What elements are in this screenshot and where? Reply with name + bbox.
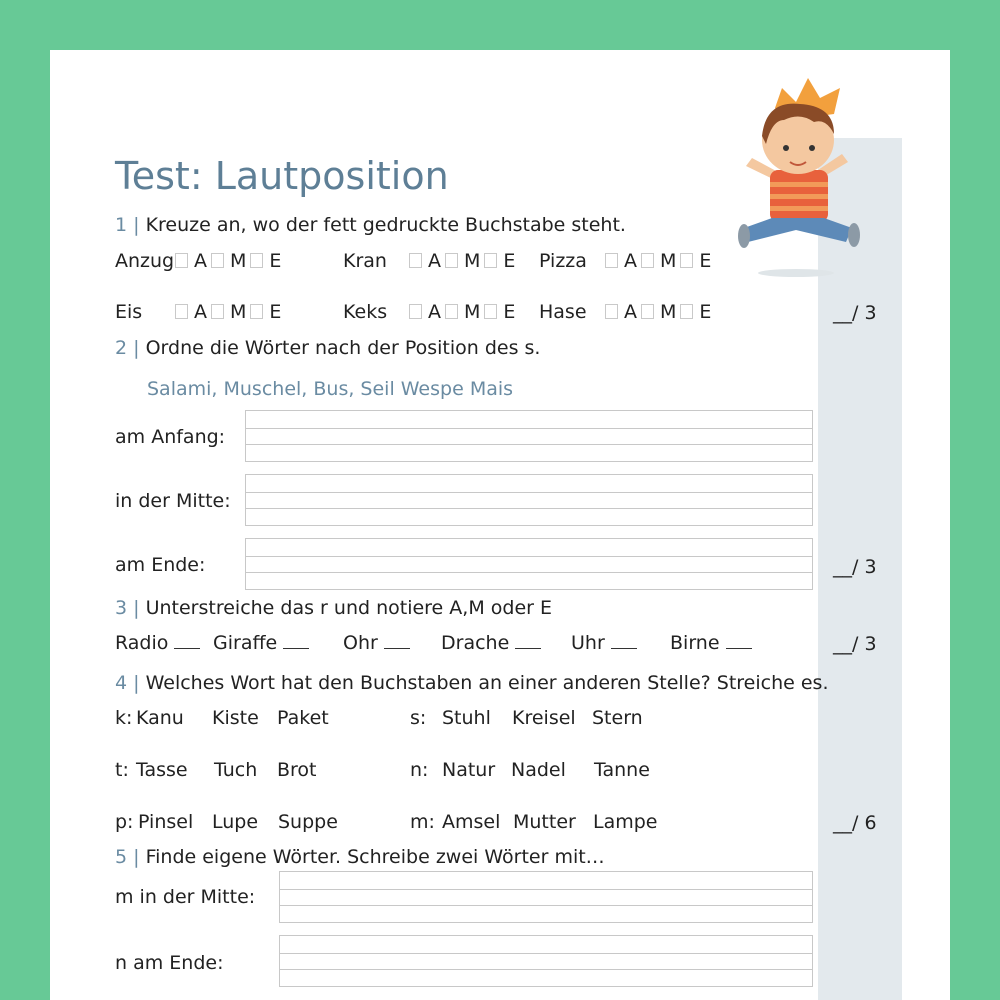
task1-row-1c [539,250,711,272]
task3-word-drache [441,632,547,654]
task3-word-giraffe [213,632,315,654]
checkbox[interactable] [445,304,458,319]
task2-label-mitte: in der Mitte: [115,490,231,512]
option-label: A [428,250,441,272]
task4-score: __/ 6 [833,812,877,834]
task4-word[interactable]: Kiste [212,707,259,729]
task4-word[interactable]: Stern [592,707,643,729]
writing-lines-anfang[interactable] [245,410,813,462]
answer-blank[interactable] [174,648,200,649]
task4-word[interactable]: Nadel [511,759,566,781]
option-label: M [660,250,677,272]
checkbox[interactable] [175,253,188,268]
task1-word: Keks [343,301,388,323]
option-label: M [230,250,247,272]
task4-word[interactable]: Kanu [136,707,184,729]
task2-word-bank: Salami, Muschel, Bus, Seil Wespe Mais [147,378,514,400]
checkbox[interactable] [250,304,263,319]
answer-blank[interactable] [726,648,752,649]
task1-row-1b [343,250,515,272]
writing-lines-mitte[interactable] [245,474,813,526]
task2-label-ende: am Ende: [115,554,206,576]
answer-blank[interactable] [611,648,637,649]
task5-instruction: Finde eigene Wörter. Schreibe zwei Wörter mit… [145,846,605,868]
task1-word: Anzug [115,250,175,272]
task2-heading: 2 | Ordne die Wörter nach der Position des s. [115,337,541,359]
task4-letter-k: k: [115,707,133,729]
task4-word[interactable]: Kreisel [512,707,576,729]
checkbox[interactable] [250,253,263,268]
checkbox[interactable] [211,253,224,268]
task4-letter-n: n: [410,759,429,781]
writing-lines-m-mitte[interactable] [279,871,813,923]
option-label: A [194,301,207,323]
task4-letter-p: p: [115,811,134,833]
answer-blank[interactable] [283,648,309,649]
option-label: A [624,250,637,272]
task2-label-anfang: am Anfang: [115,426,226,448]
checkbox[interactable] [641,253,654,268]
task1-heading: 1 | Kreuze an, wo der fett gedruckte Buchstabe steht. [115,214,626,236]
task4-word[interactable]: Stuhl [442,707,491,729]
checkbox[interactable] [680,253,693,268]
task4-heading: 4 | Welches Wort hat den Buchstaben an einer anderen Stelle? Streiche es. [115,672,829,694]
writing-lines-ende[interactable] [245,538,813,590]
task3-word: Ohr [343,632,378,654]
checkbox[interactable] [605,253,618,268]
task3-word-uhr [571,632,643,654]
checkbox[interactable] [484,253,497,268]
checkbox[interactable] [680,304,693,319]
task3-word-ohr [343,632,416,654]
page-title: Test: Lautposition [115,154,449,198]
task5-heading: 5 | Finde eigene Wörter. Schreibe zwei Wörter mit… [115,846,605,868]
task2-instruction: Ordne die Wörter nach der Position des s. [145,337,541,359]
task4-number: 4 [115,672,128,694]
task4-word[interactable]: Lupe [212,811,259,833]
task4-letter-t: t: [115,759,129,781]
option-label: M [464,250,481,272]
task4-word[interactable]: Tuch [214,759,258,781]
answer-blank[interactable] [515,648,541,649]
task4-word[interactable]: Brot [277,759,317,781]
task2-score: __/ 3 [833,556,877,578]
task3-score: __/ 3 [833,633,877,655]
task4-word[interactable]: Suppe [278,811,338,833]
task1-word: Pizza [539,250,587,272]
task1-row-2c [539,301,711,323]
task3-instruction: Unterstreiche das r und notiere A,M oder E [145,597,552,619]
checkbox[interactable] [211,304,224,319]
checkbox[interactable] [641,304,654,319]
task1-row-2 [115,301,281,323]
task1-word: Hase [539,301,587,323]
task3-word-radio [115,632,206,654]
checkbox[interactable] [409,304,422,319]
task3-word-birne [670,632,758,654]
option-label: M [464,301,481,323]
task3-word: Uhr [571,632,605,654]
checkbox[interactable] [175,304,188,319]
task4-word[interactable]: Mutter [513,811,576,833]
task1-word: Eis [115,301,143,323]
option-label: M [660,301,677,323]
task5-label-ende: n am Ende: [115,952,224,974]
task3-heading: 3 | Unterstreiche das r und notiere A,M oder E [115,597,552,619]
task4-letter-m: m: [410,811,435,833]
task4-instruction: Welches Wort hat den Buchstaben an einer anderen Stelle? Streiche es. [145,672,829,694]
option-label: E [503,301,516,323]
task5-number: 5 [115,846,128,868]
checkbox[interactable] [409,253,422,268]
task4-word[interactable]: Lampe [593,811,658,833]
option-label: E [699,301,712,323]
task4-word[interactable]: Tanne [594,759,650,781]
checkbox[interactable] [445,253,458,268]
option-label: E [699,250,712,272]
task4-word[interactable]: Natur [442,759,496,781]
task3-word: Drache [441,632,510,654]
option-label: A [624,301,637,323]
option-label: E [269,301,282,323]
task4-word[interactable]: Paket [277,707,329,729]
boy-illustration [730,70,865,280]
checkbox[interactable] [605,304,618,319]
task1-number: 1 [115,214,128,236]
option-label: E [503,250,516,272]
task4-word[interactable]: Amsel [442,811,501,833]
option-label: A [194,250,207,272]
task1-row-1 [115,250,281,272]
task1-instruction: Kreuze an, wo der fett gedruckte Buchstabe steht. [145,214,626,236]
task1-word: Kran [343,250,387,272]
option-label: E [269,250,282,272]
task3-word: Radio [115,632,169,654]
answer-blank[interactable] [384,648,410,649]
task1-score: __/ 3 [833,302,877,324]
task3-word: Giraffe [213,632,278,654]
task4-letter-s: s: [410,707,427,729]
task4-word[interactable]: Pinsel [138,811,194,833]
task4-word[interactable]: Tasse [136,759,188,781]
checkbox[interactable] [484,304,497,319]
task3-word: Birne [670,632,720,654]
option-label: A [428,301,441,323]
task2-number: 2 [115,337,128,359]
option-label: M [230,301,247,323]
task3-number: 3 [115,597,128,619]
task5-label-mitte: m in der Mitte: [115,886,256,908]
writing-lines-n-ende[interactable] [279,935,813,987]
task1-row-2b [343,301,515,323]
